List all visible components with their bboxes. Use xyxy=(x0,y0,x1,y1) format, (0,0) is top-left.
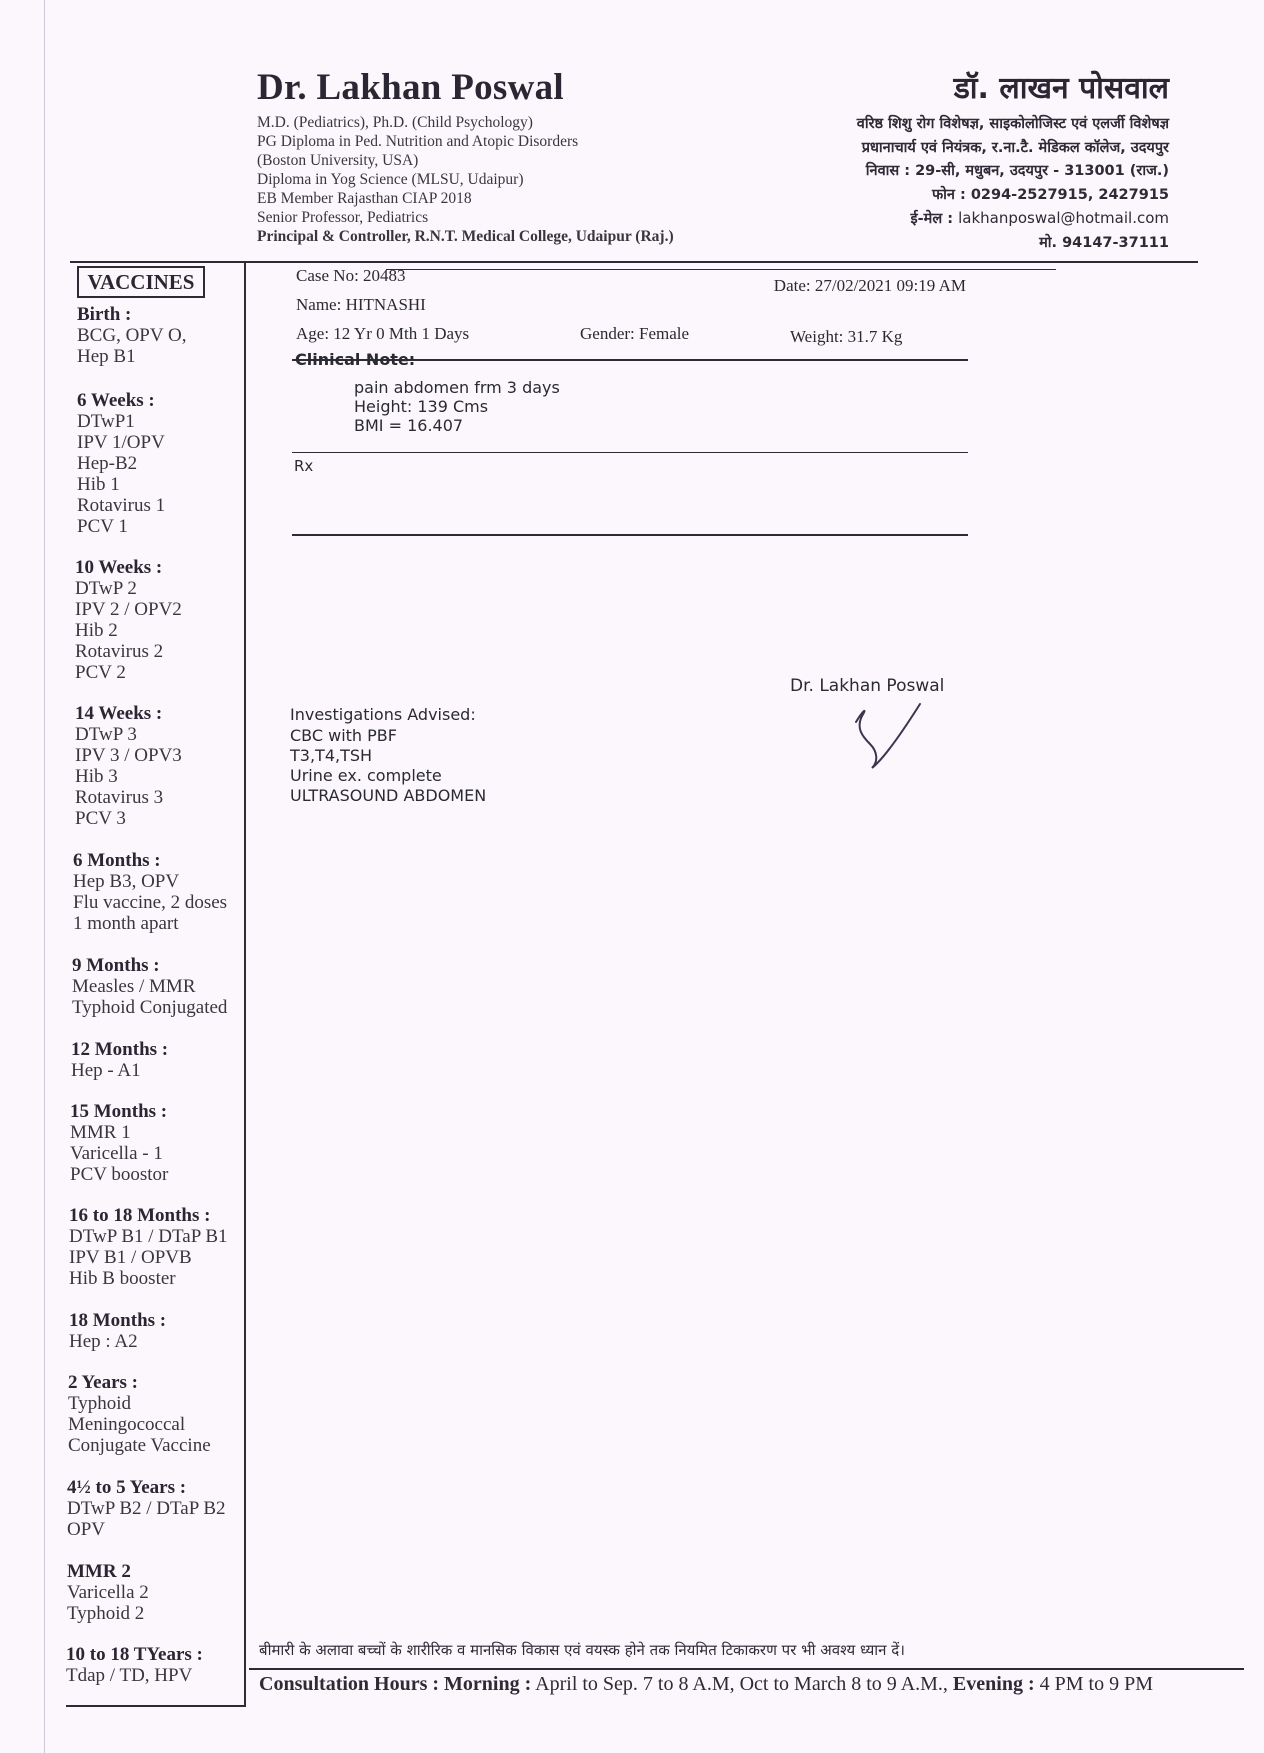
vaccine-item: Typhoid Conjugated xyxy=(72,997,228,1018)
vaccine-item: Hep : A2 xyxy=(69,1331,138,1352)
sidebar-bottom-divider xyxy=(66,1705,246,1707)
vaccine-group xyxy=(73,850,253,934)
signature-image xyxy=(848,696,928,774)
vaccine-group-heading: 10 Weeks : xyxy=(75,557,163,578)
footer-divider xyxy=(249,1668,1244,1670)
qualification-line: EB Member Rajasthan CIAP 2018 xyxy=(257,190,472,207)
clinical-line: Height: 139 Cms xyxy=(354,397,489,416)
investigations-title: Investigations Advised: xyxy=(290,705,476,724)
vaccine-group-heading: 2 Years : xyxy=(68,1372,138,1393)
vaccine-group xyxy=(70,1101,250,1185)
hindi-line: वरिष्ठ शिशु रोग विशेषज्ञ, साइकोलोजिस्ट एवं एलर्जी विशेषज्ञ xyxy=(856,116,1169,132)
address-line: निवास : 29-सी, मधुबन, उदयपुर - 313001 (राज.) xyxy=(865,163,1169,179)
clinical-note-label: Clinical Note: xyxy=(295,350,416,369)
vaccine-item: DTwP1 xyxy=(77,411,135,432)
vaccine-item: IPV B1 / OPVB xyxy=(69,1247,192,1268)
qualification-line: (Boston University, USA) xyxy=(257,152,419,169)
vaccine-group-heading: 6 Weeks : xyxy=(77,390,155,411)
vaccine-item: PCV 1 xyxy=(77,516,128,537)
vaccine-item: Hib 3 xyxy=(75,766,118,787)
hindi-line: प्रधानाचार्य एवं नियंत्रक, र.ना.टै. मेडिकल कॉलेज, उदयपुर xyxy=(861,139,1169,156)
vaccine-item: Hep B1 xyxy=(77,346,136,367)
vaccine-group xyxy=(72,955,252,1018)
vaccine-item: Hep B3, OPV xyxy=(73,871,180,892)
vaccine-group xyxy=(71,1039,251,1081)
vaccine-item: Hib 2 xyxy=(75,620,118,641)
vaccine-item: Hib 1 xyxy=(77,474,120,495)
hindi-footer-note: बीमारी के अलावा बच्चों के शारीरिक व मानसिक विकास एवं वयस्क होने तक नियमित टिकाकरण पर भी अवश्य ध्यान दें। xyxy=(259,1641,905,1659)
mobile-line: मो. 94147-37111 xyxy=(1039,234,1169,251)
investigations-list xyxy=(290,726,486,806)
evening-label: Evening : xyxy=(952,1673,1035,1695)
vaccine-item: Flu vaccine, 2 doses xyxy=(73,892,228,913)
visit-date: Date: 27/02/2021 09:19 AM xyxy=(773,276,966,295)
vaccine-item: Typhoid 2 xyxy=(67,1603,145,1624)
doctor-name-hindi: डॉ. लाखन पोसवाल xyxy=(953,71,1169,106)
vaccine-item: IPV 2 / OPV2 xyxy=(75,599,182,620)
clinical-line: pain abdomen frm 3 days xyxy=(354,378,560,397)
email-line xyxy=(709,207,1169,232)
vaccine-item: Meningococcal xyxy=(68,1414,186,1435)
vaccine-item: Measles / MMR xyxy=(72,976,196,997)
vaccine-item: PCV 3 xyxy=(75,808,126,829)
morning-label: Morning : xyxy=(444,1673,532,1695)
vaccine-group-heading: 14 Weeks : xyxy=(75,703,163,724)
vaccine-item: DTwP 3 xyxy=(75,724,137,745)
vaccine-item: Hep - A1 xyxy=(71,1060,141,1081)
vaccine-group xyxy=(75,557,255,683)
phone-line: फोन : 0294-2527915, 2427915 xyxy=(931,186,1169,203)
case-number: Case No: 20483 xyxy=(296,266,406,285)
vaccine-group-heading: MMR 2 xyxy=(67,1561,131,1582)
clinical-line: BMI = 16.407 xyxy=(354,416,464,435)
patient-name: Name: HITNASHI xyxy=(296,295,426,314)
vaccine-group xyxy=(69,1205,249,1289)
vaccine-group xyxy=(67,1561,247,1624)
patient-age: Age: 12 Yr 0 Mth 1 Days xyxy=(296,324,470,343)
rx-label: Rx xyxy=(294,457,314,475)
vaccine-item: OPV xyxy=(67,1519,106,1540)
vaccine-group-heading: 10 to 18 TYears : xyxy=(66,1644,203,1665)
email-label: ई-मेल : xyxy=(910,211,954,227)
vaccine-item: Varicella - 1 xyxy=(70,1143,163,1164)
evening-hours: 4 PM to 9 PM xyxy=(1039,1673,1153,1695)
vaccine-group-heading: 4½ to 5 Years : xyxy=(67,1477,187,1498)
investigation-item: ULTRASOUND ABDOMEN xyxy=(290,786,487,805)
vaccine-item: DTwP B2 / DTaP B2 xyxy=(67,1498,226,1519)
vaccine-group xyxy=(68,1372,248,1456)
vaccine-item: Hep-B2 xyxy=(77,453,138,474)
vaccine-item: DTwP B1 / DTaP B1 xyxy=(69,1226,228,1247)
vaccine-item: Rotavirus 1 xyxy=(77,495,166,516)
email-link[interactable]: lakhanposwal@hotmail.com xyxy=(958,209,1169,227)
rx-divider xyxy=(292,452,968,453)
vaccine-item: Conjugate Vaccine xyxy=(68,1435,211,1456)
vaccine-group-heading: Birth : xyxy=(77,304,132,325)
header-line xyxy=(386,269,1056,270)
vaccine-item: Rotavirus 2 xyxy=(75,641,164,662)
vaccine-item: PCV boostor xyxy=(70,1164,169,1185)
qualification-line: Diploma in Yog Science (MLSU, Udaipur) xyxy=(257,171,524,188)
consult-label: Consultation Hours : xyxy=(259,1673,440,1695)
vaccine-group-heading: 15 Months : xyxy=(70,1101,168,1122)
vaccine-item: IPV 3 / OPV3 xyxy=(75,745,182,766)
qualification-line: Senior Professor, Pediatrics xyxy=(257,209,429,226)
vaccine-group xyxy=(67,1477,247,1540)
vaccine-group xyxy=(77,390,257,537)
vaccine-item: IPV 1/OPV xyxy=(77,432,165,453)
vaccine-item: BCG, OPV O, xyxy=(77,325,187,346)
vaccine-item: Rotavirus 3 xyxy=(75,787,164,808)
vaccine-group xyxy=(66,1644,246,1686)
vaccine-group xyxy=(69,1310,249,1352)
vaccine-item: Hib B booster xyxy=(69,1268,176,1289)
vaccine-item: PCV 2 xyxy=(75,662,126,683)
vaccine-group xyxy=(75,703,255,829)
vaccine-item: DTwP 2 xyxy=(75,578,137,599)
patient-weight: Weight: 31.7 Kg xyxy=(790,327,903,346)
vaccine-group-heading: 12 Months : xyxy=(71,1039,169,1060)
vaccine-item: Tdap / TD, HPV xyxy=(66,1665,193,1686)
investigation-item: Urine ex. complete xyxy=(290,766,442,785)
vaccine-item: Typhoid xyxy=(68,1393,132,1414)
page-edge xyxy=(44,0,45,1753)
header-english xyxy=(257,66,777,246)
morning-hours: April to Sep. 7 to 8 A.M, Oct to March 8 to 9 A.M., xyxy=(535,1673,948,1695)
rx-end-divider xyxy=(292,534,968,536)
header-hindi xyxy=(709,66,1169,255)
header-divider xyxy=(70,261,1198,263)
qualification-line: PG Diploma in Ped. Nutrition and Atopic Disorders xyxy=(257,133,579,150)
vaccine-group-heading: 9 Months : xyxy=(72,955,160,976)
vaccines-title: VACCINES xyxy=(77,266,205,298)
vaccine-group-heading: 16 to 18 Months : xyxy=(69,1205,211,1226)
investigation-item: CBC with PBF xyxy=(290,726,397,745)
vaccine-group xyxy=(77,304,257,367)
doctor-name: Dr. Lakhan Poswal xyxy=(257,67,565,108)
clinical-note-text xyxy=(354,378,560,435)
consultation-hours xyxy=(259,1673,1153,1696)
investigation-item: T3,T4,TSH xyxy=(290,746,373,765)
vaccine-item: Varicella 2 xyxy=(67,1582,149,1603)
signature-name: Dr. Lakhan Poswal xyxy=(790,676,945,696)
patient-gender: Gender: Female xyxy=(580,324,690,343)
qualification-line: M.D. (Pediatrics), Ph.D. (Child Psychology) xyxy=(257,114,533,131)
vaccine-group-heading: 6 Months : xyxy=(73,850,161,871)
vaccine-item: 1 month apart xyxy=(73,913,179,934)
vaccine-item: MMR 1 xyxy=(70,1122,131,1143)
vaccine-group-heading: 18 Months : xyxy=(69,1310,167,1331)
doctor-position: Principal & Controller, R.N.T. Medical College, Udaipur (Raj.) xyxy=(257,228,674,245)
